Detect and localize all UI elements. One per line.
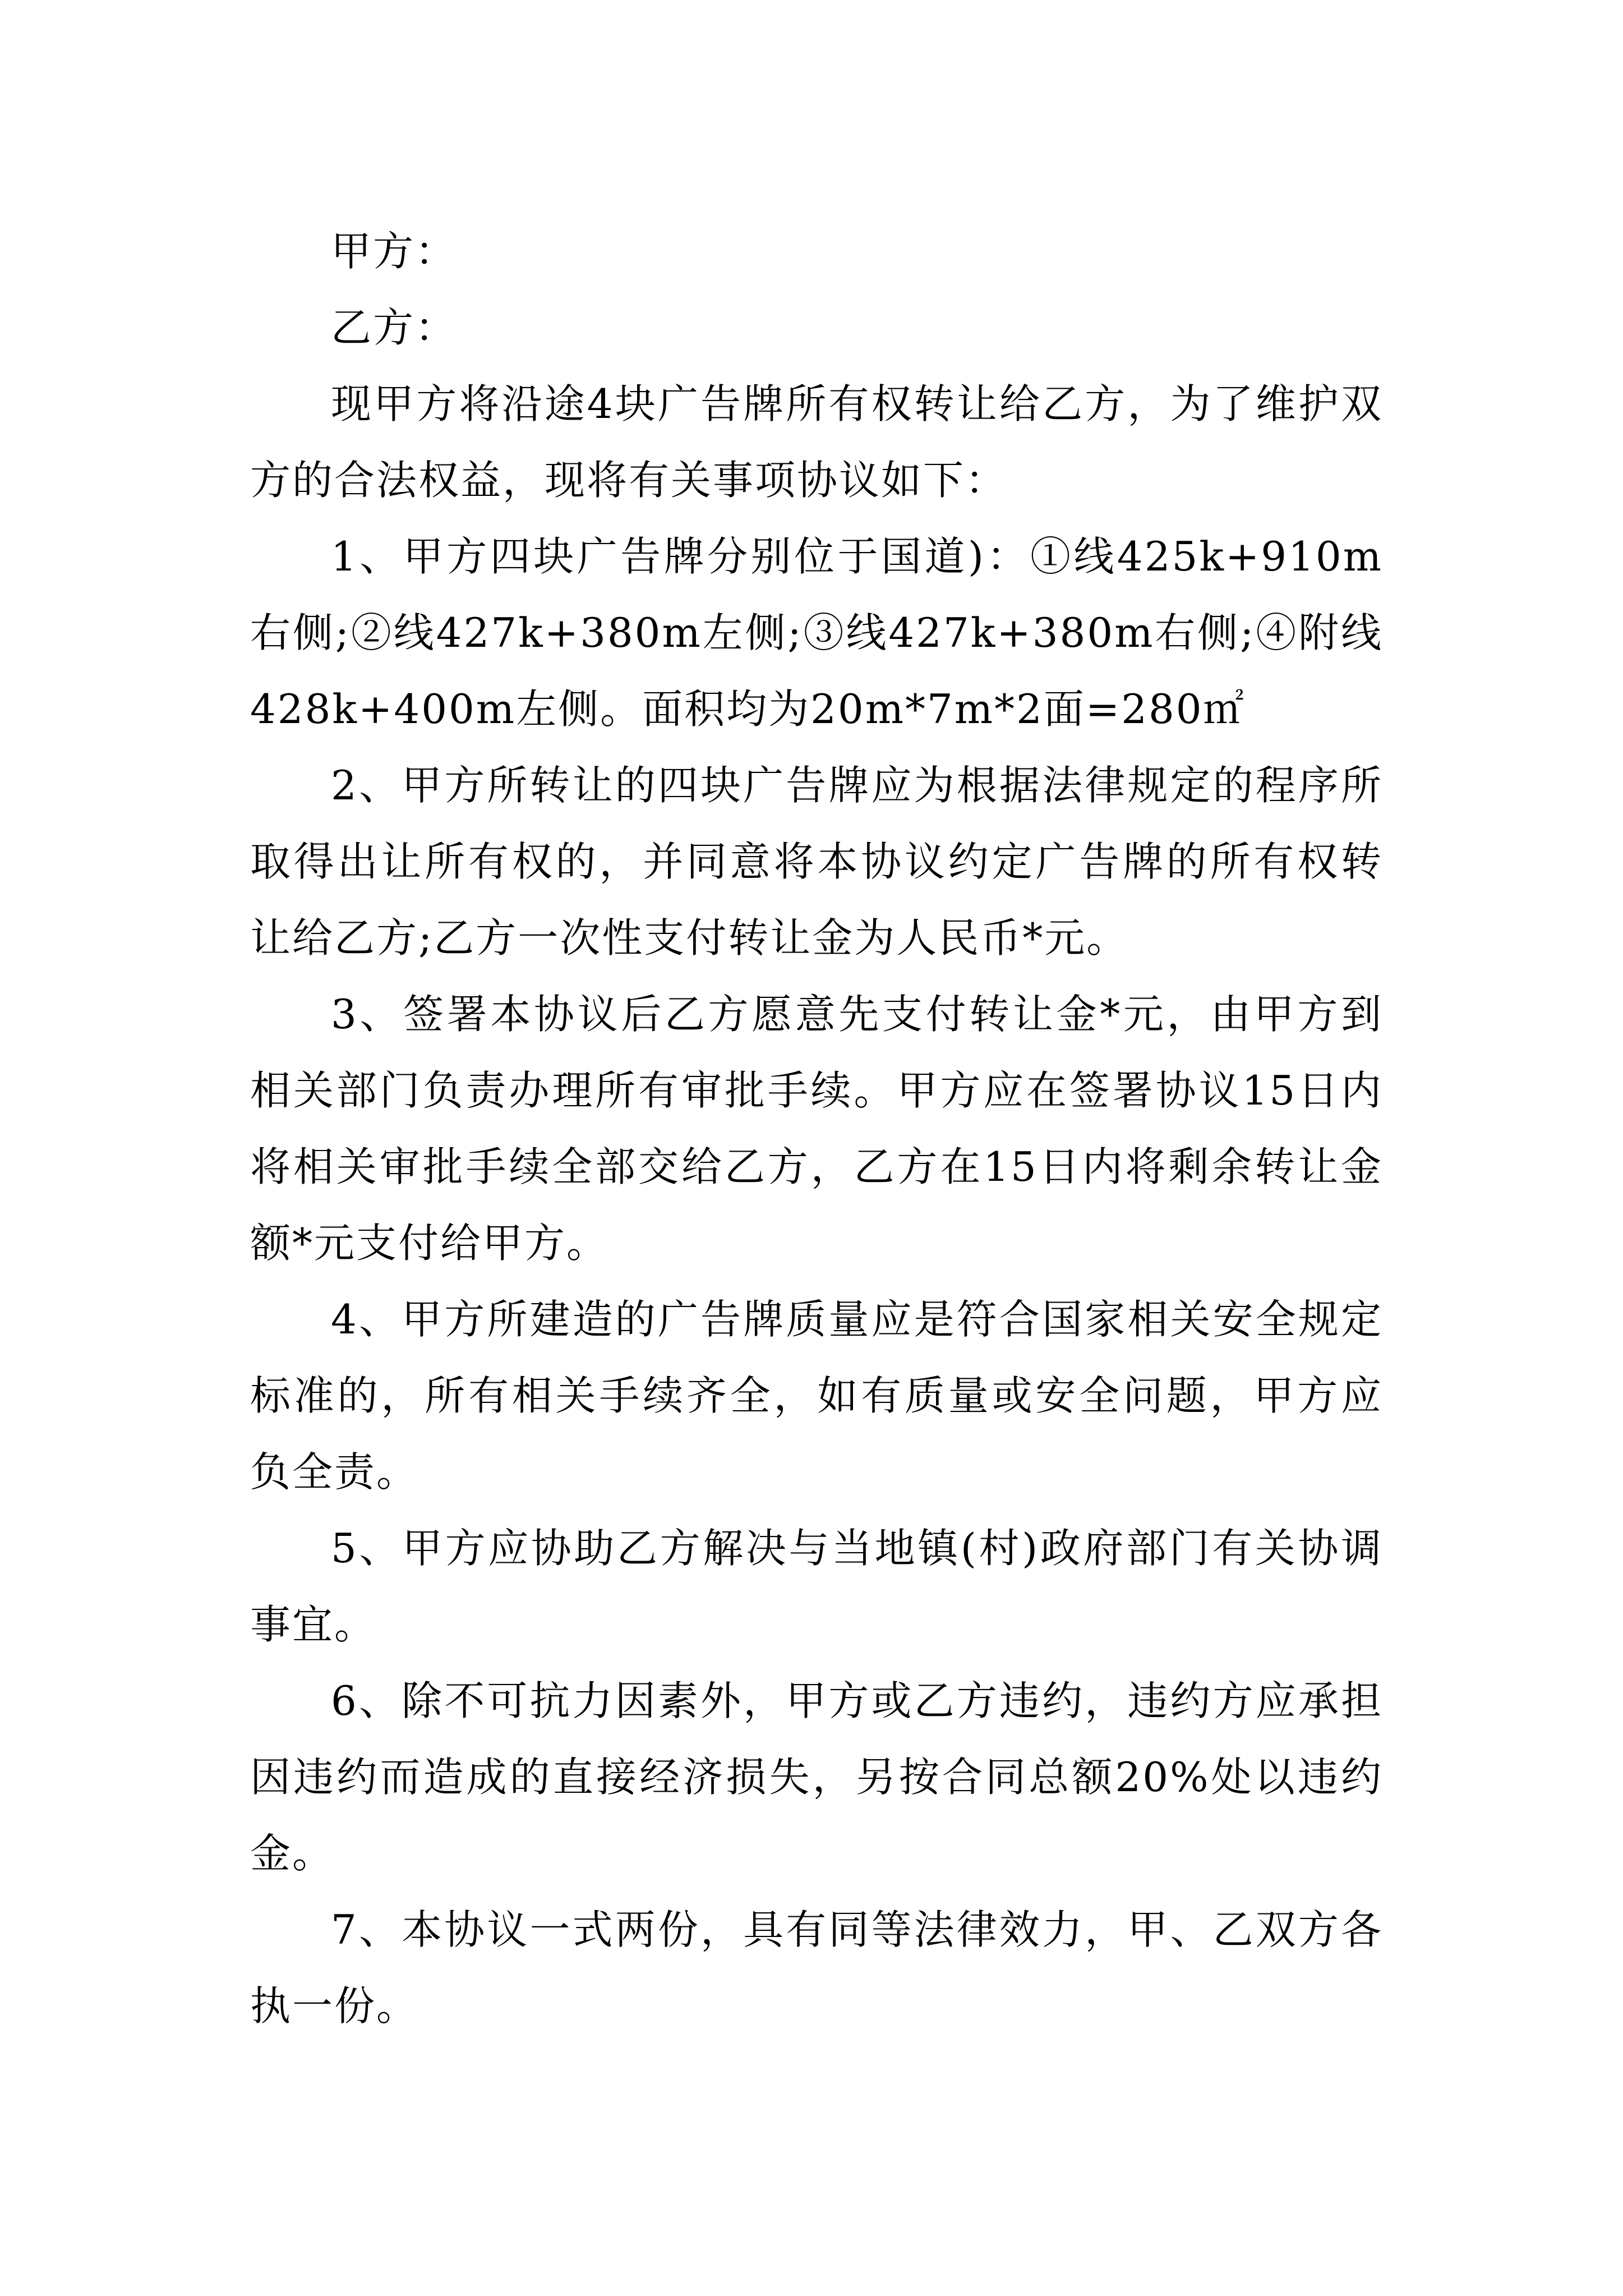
document-body xyxy=(250,213,1383,2044)
clause-6: 6、除不可抗力因素外，甲方或乙方违约，违约方应承担因违约而造成的直接经济损失，另按合同总额20%处以违约金。 xyxy=(250,1677,1383,1877)
party-a-label: 甲方： xyxy=(331,228,458,275)
clause-7: 7、本协议一式两份，具有同等法律效力，甲、乙双方各执一份。 xyxy=(250,1906,1383,2030)
intro-paragraph: 现甲方将沿途4块广告牌所有权转让给乙方，为了维护双方的合法权益，现将有关事项协议如下： xyxy=(250,380,1383,504)
party-b-label: 乙方： xyxy=(331,304,458,351)
clause-4: 4、甲方所建造的广告牌质量应是符合国家相关安全规定标准的，所有相关手续齐全，如有质量或安全问题，甲方应负全责。 xyxy=(250,1296,1383,1496)
clause-3: 3、签署本协议后乙方愿意先支付转让金*元，由甲方到相关部门负责办理所有审批手续。甲方应在签署协议15日内将相关审批手续全部交给乙方，乙方在15日内将剩余转让金额*元支付给甲方。 xyxy=(250,991,1383,1267)
clause-1: 1、甲方四块广告牌分别位于国道)：①线425k+910m右侧;②线427k+380m左侧;③线427k+380m右侧;④附线428k+400m左侧。面积均为20m*7m*2面=280㎡ xyxy=(250,533,1383,733)
clause-2: 2、甲方所转让的四块广告牌应为根据法律规定的程序所取得出让所有权的，并同意将本协议约定广告牌的所有权转让给乙方;乙方一次性支付转让金为人民币*元。 xyxy=(250,762,1383,961)
clause-5: 5、甲方应协助乙方解决与当地镇(村)政府部门有关协调事宜。 xyxy=(250,1525,1383,1648)
